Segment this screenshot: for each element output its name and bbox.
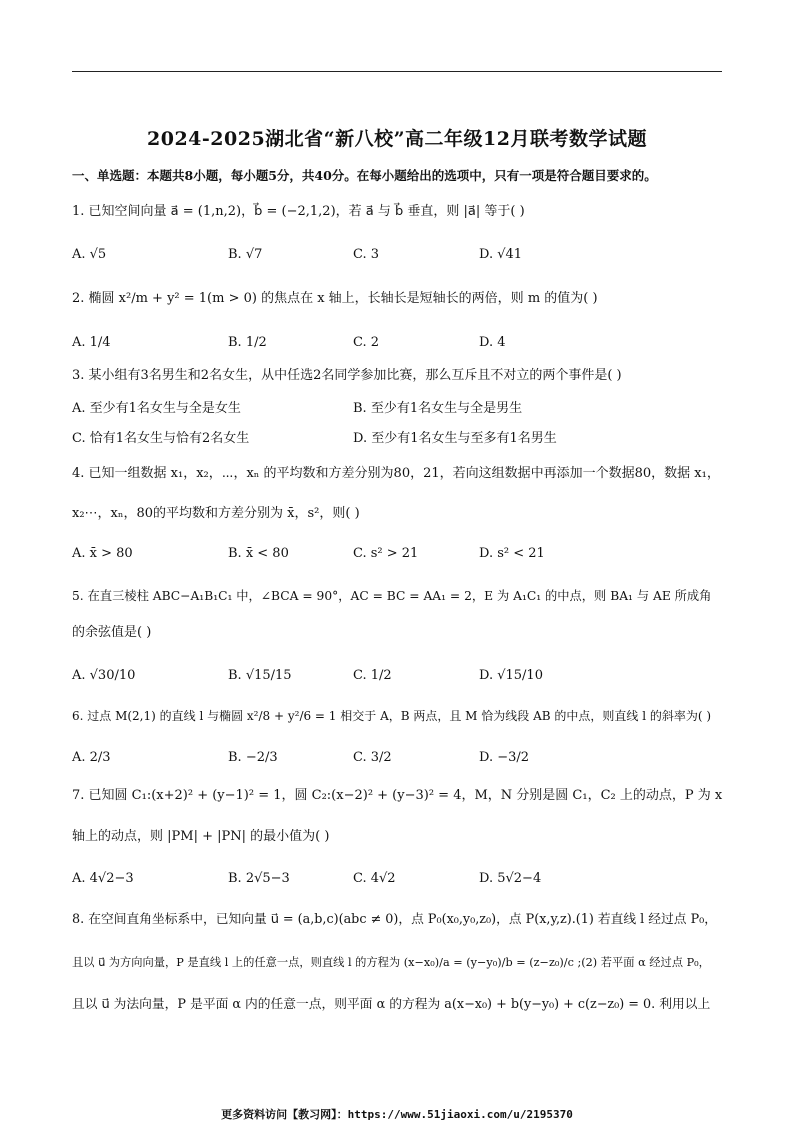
question-7-stem-line-1: 7. 已知圆 C₁:(x+2)² + (y−1)² = 1，圆 C₂:(x−2)² + (y−3)² = 4，M，N 分别是圆 C₁，C₂ 上的动点，P 为 x (72, 788, 723, 803)
question-7-option-d: D. 5√2−4 (479, 871, 542, 886)
question-8-stem-line-3: 且以 u⃗ 为法向量，P 是平面 α 内的任意一点，则平面 α 的方程为 a(x−x₀) + b(y−y₀) + c(z−z₀) = 0. 利用以上 (72, 997, 711, 1012)
question-6-stem: 6. 过点 M(2,1) 的直线 l 与椭圆 x²/8 + y²/6 = 1 相交于 A，B 两点，且 M 恰为线段 AB 的中点，则直线 l 的斜率为( ) (72, 709, 712, 723)
question-8-stem-line-1: 8. 在空间直角坐标系中，已知向量 u⃗ = (a,b,c)(abc ≠ 0)，点 P₀(x₀,y₀,z₀)，点 P(x,y,z).(1) 若直线 l 经过点 P₀， (72, 912, 718, 927)
question-4-option-c: C. s² > 21 (353, 546, 419, 561)
question-6-option-c: C. 3/2 (353, 750, 392, 765)
question-3-stem: 3. 某小组有3名男生和2名女生，从中任选2名同学参加比赛，那么互斥且不对立的两个事件是( ) (72, 368, 622, 383)
question-4-stem-line-2: x₂⋯，xₙ，80的平均数和方差分别为 x̄，s²，则( ) (72, 506, 360, 521)
question-4-option-d: D. s² < 21 (479, 546, 545, 561)
question-5-stem-line-1: 5. 在直三棱柱 ABC−A₁B₁C₁ 中，∠BCA = 90°，AC = BC = AA₁ = 2，E 为 A₁C₁ 的中点，则 BA₁ 与 AE 所成角 (72, 589, 712, 603)
question-7-option-c: C. 4√2 (353, 871, 396, 886)
question-5-option-b: B. √15/15 (228, 668, 292, 683)
question-3-option-d: D. 至少有1名女生与至多有1名男生 (353, 431, 557, 446)
question-5-option-d: D. √15/10 (479, 668, 543, 683)
question-5-stem-line-2: 的余弦值是( ) (72, 625, 152, 640)
question-4-option-b: B. x̄ < 80 (228, 546, 289, 561)
question-6-option-d: D. −3/2 (479, 750, 530, 765)
question-6-option-b: B. −2/3 (228, 750, 278, 765)
question-5-option-c: C. 1/2 (353, 668, 392, 683)
question-2-option-d: D. 4 (479, 335, 506, 350)
question-7-option-b: B. 2√5−3 (228, 871, 290, 886)
question-5-option-a: A. √30/10 (72, 668, 136, 683)
question-4-stem-line-1: 4. 已知一组数据 x₁，x₂，⋯，xₙ 的平均数和方差分别为80，21，若向这组数据中再添加一个数据80，数据 x₁， (72, 466, 720, 481)
question-3-option-c: C. 恰有1名女生与恰有2名女生 (72, 431, 250, 446)
section-heading: 一、单选题：本题共8小题，每小题5分，共40分。在每小题给出的选项中，只有一项是符合题目要求的。 (72, 168, 657, 183)
question-2-option-a: A. 1/4 (72, 335, 111, 350)
question-7-option-a: A. 4√2−3 (72, 871, 134, 886)
question-1-stem: 1. 已知空间向量 a⃗ = (1,n,2)，b⃗ = (−2,1,2)，若 a⃗ 与 b⃗ 垂直，则 |a⃗| 等于( ) (72, 204, 525, 219)
question-1-option-c: C. 3 (353, 247, 380, 262)
question-1-option-b: B. √7 (228, 247, 263, 262)
question-1-option-d: D. √41 (479, 247, 523, 262)
question-3-option-a: A. 至少有1名女生与全是女生 (72, 401, 241, 416)
question-6-option-a: A. 2/3 (72, 750, 111, 765)
footer-source-link[interactable]: 更多资料访问【教习网】：https://www.51jiaoxi.com/u/2195370 (221, 1108, 573, 1121)
page-title: 2024-2025湖北省“新八校”高二年级12月联考数学试题 (147, 128, 647, 150)
top-rule (72, 71, 722, 72)
question-2-option-b: B. 1/2 (228, 335, 267, 350)
question-2-option-c: C. 2 (353, 335, 380, 350)
question-1-option-a: A. √5 (72, 247, 107, 262)
question-3-option-b: B. 至少有1名女生与全是男生 (353, 401, 523, 416)
question-2-stem: 2. 椭圆 x²/m + y² = 1(m > 0) 的焦点在 x 轴上，长轴长是短轴长的两倍，则 m 的值为( ) (72, 291, 598, 306)
question-4-option-a: A. x̄ > 80 (72, 546, 133, 561)
question-8-stem-line-2: 且以 u⃗ 为方向向量，P 是直线 l 上的任意一点，则直线 l 的方程为 (x−x₀)/a = (y−y₀)/b = (z−z₀)/c ;(2) 若平面 α 经过点 P₀， (72, 956, 710, 969)
question-7-stem-line-2: 轴上的动点，则 |PM| + |PN| 的最小值为( ) (72, 829, 330, 844)
